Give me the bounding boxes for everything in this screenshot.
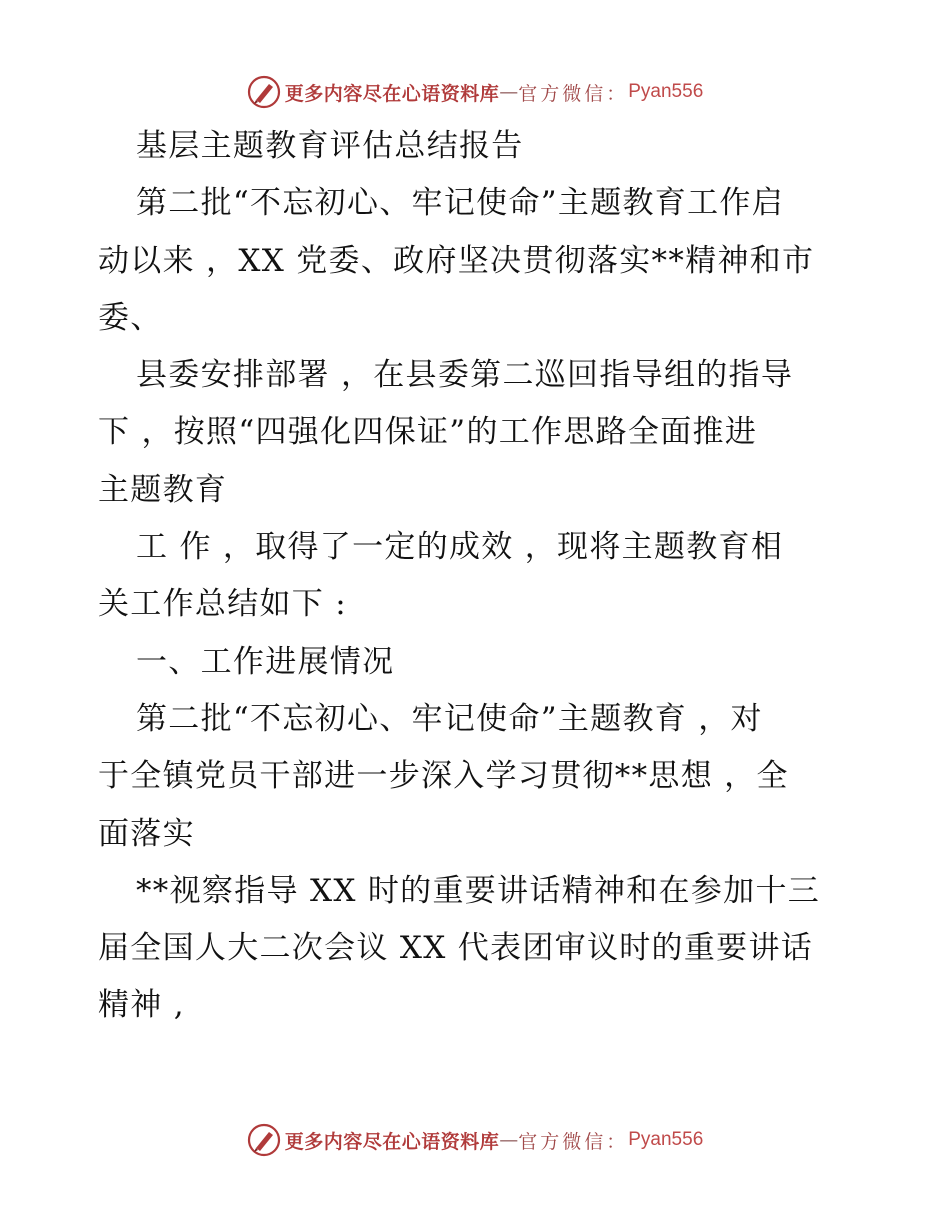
banner-dash: — [499,81,519,103]
banner-wechat-id: Pyan556 [628,81,704,102]
pen-logo-icon [247,1123,281,1157]
text-line: 第二批“不忘初心、牢记使命”主题教育工作启 [136,185,784,222]
text-line: 面落实 [98,815,195,852]
section-heading: 一、工作进展情况 [136,643,395,680]
header-watermark-banner [0,72,950,112]
banner-dash: — [499,1129,519,1151]
text-line: 主题教育 [98,471,228,508]
text-line: 于全镇党员干部进一步深入学习贯彻**思想 ，全 [98,758,789,795]
banner-wechat-id: Pyan556 [628,1129,704,1150]
text-line: **视察指导 XX 时的重要讲话精神和在参加十三 [136,872,821,909]
pen-logo-icon [247,75,281,109]
text-line: 动以来 ，XX 党委、政府坚决贯彻落实**精神和市 [98,242,815,279]
banner-main-text: 更多内容尽在心语资料库 [284,1130,500,1153]
banner-wechat-label: 官方微信： [518,82,629,105]
text-line: 委、 [98,299,163,336]
text-line: 第二批“不忘初心、牢记使命”主题教育 ，对 [136,700,763,737]
text-line: 关工作总结如下 : [98,586,347,623]
document-body [98,118,858,1035]
banner-wechat-label: 官方微信： [518,1130,629,1153]
text-line: 县委安排部署 ，在县委第二巡回指导组的指导 [136,357,794,394]
banner-main-text: 更多内容尽在心语资料库 [284,82,500,105]
document-title: 基层主题教育评估总结报告 [136,128,524,164]
text-line: 精神 , [98,987,185,1024]
text-line: 工 作 ，取得了一定的成效 ，现将主题教育相 [136,529,784,566]
footer-watermark-banner [0,1120,950,1160]
text-line: 下 ，按照“四强化四保证”的工作思路全面推进 [98,414,758,451]
text-line: 届全国人大二次会议 XX 代表团审议时的重要讲话 [98,930,814,967]
